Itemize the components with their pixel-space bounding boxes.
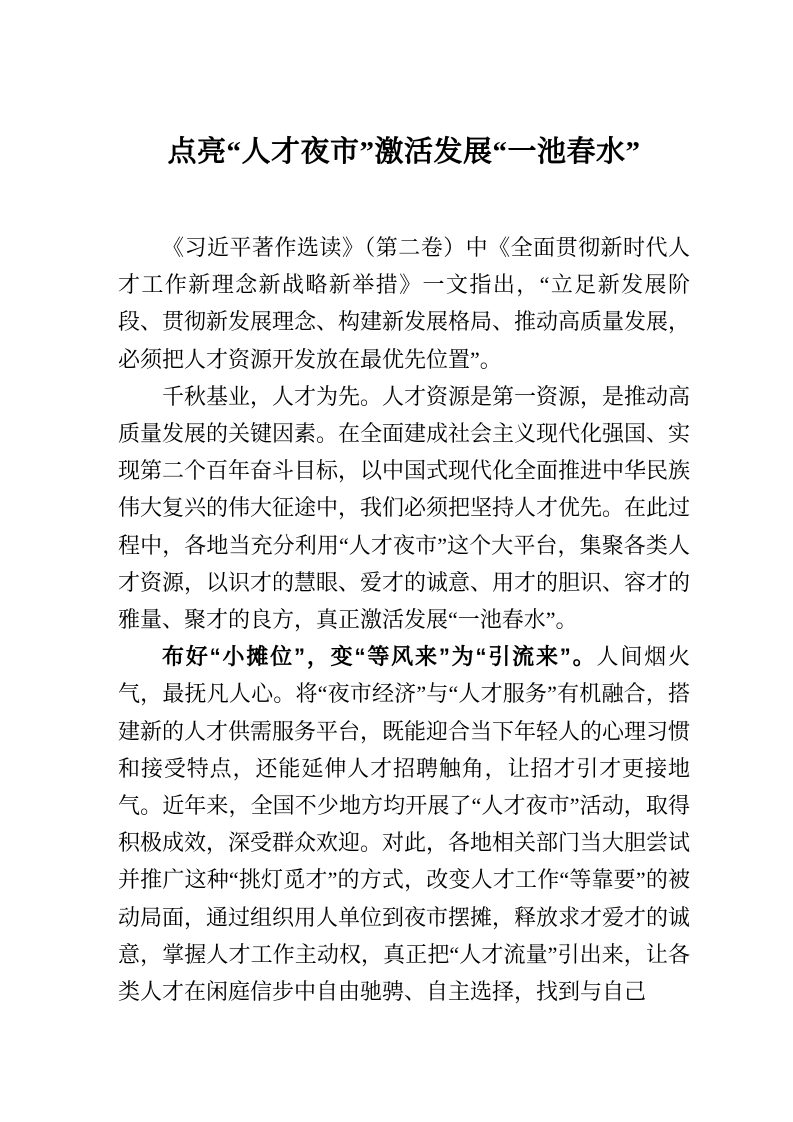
- paragraph-1-text: 《习近平著作选读》（第二卷）中《全面贯彻新时代人才工作新理念新战略新举措》一文指出，“立足新发展阶段、贯彻新发展理念、构建新发展格局、推动高质量发展，必须把人才资源开发放在最优先位置”。: [118, 235, 691, 372]
- document-title: 点亮“人才夜市”激活发展“一池春水”: [167, 136, 641, 168]
- paragraph-2: [118, 378, 690, 638]
- paragraph-1: [118, 229, 690, 378]
- paragraph-3-text: 人间烟火气，最抚凡人心。将“夜市经济”与“人才服务”有机融合，搭建新的人才供需服务平台，既能迎合当下年轻人的心理习惯和接受特点，还能延伸人才招聘触角，让招才引才更接地气。近年来，全国不少地方均开展了“人才夜市”活动，取得积极成效，深受群众欢迎。对此，各地相关部门当大胆尝试并推广这种“挑灯觅才”的方式，改变人才工作“等靠要”的被动局面，通过组织用人单位到夜市摆摊，释放求才爱才的诚意，掌握人才工作主动权，真正把“人才流量”引出来，让各类人才在闲庭信步中自由驰骋、自主选择，找到与自己: [118, 644, 691, 1005]
- paragraph-3: [118, 638, 690, 1010]
- document-body: [118, 229, 690, 1010]
- paragraph-2-text: 千秋基业，人才为先。人才资源是第一资源，是推动高质量发展的关键因素。在全面建成社会主义现代化强国、实现第二个百年奋斗目标，以中国式现代化全面推进中华民族伟大复兴的伟大征途中，我们必须把坚持人才优先。在此过程中，各地当充分利用“人才夜市”这个大平台，集聚各类人才资源，以识才的慧眼、爱才的诚意、用才的胆识、容才的雅量、聚才的良方，真正激活发展“一池春水”。: [118, 383, 691, 633]
- paragraph-3-bold-lead: 布好“小摊位”，变“等风来”为“引流来”。: [162, 644, 597, 670]
